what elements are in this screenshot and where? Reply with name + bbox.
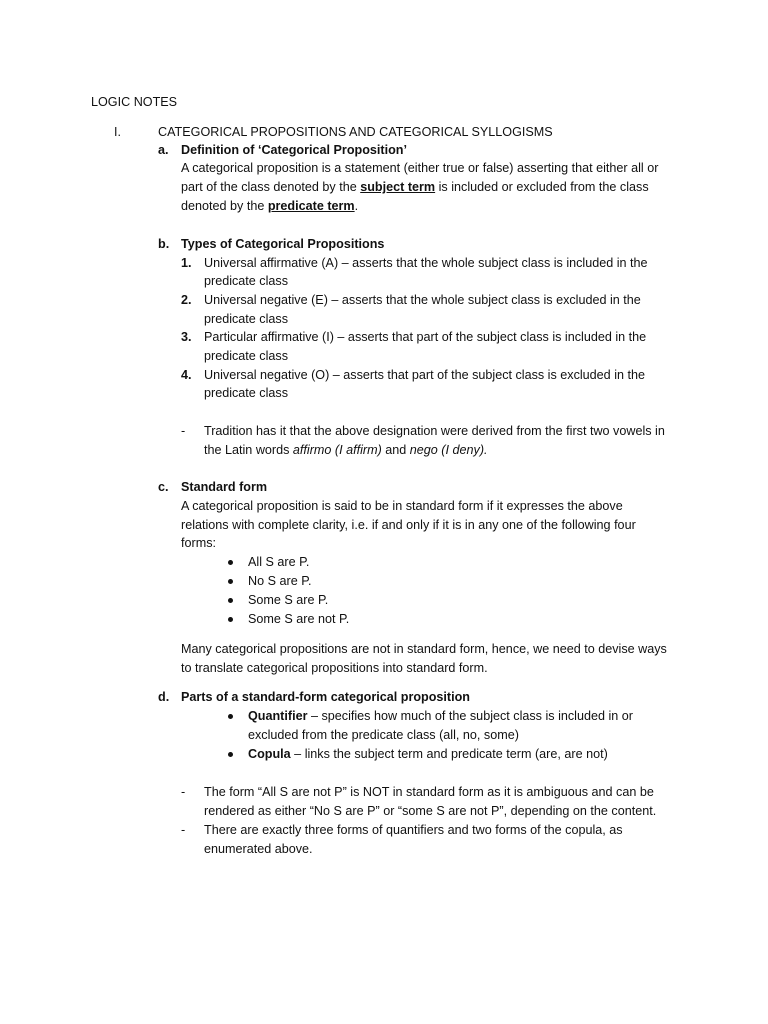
bullet-icon	[228, 714, 233, 719]
part-b-heading: Types of Categorical Propositions	[181, 237, 385, 251]
standard-form-note-line-2: rendered as either “No S are P” or “some S are not P”, depending on the content.	[204, 804, 657, 818]
standard-form-item: No S are P.	[248, 574, 312, 588]
bullet-icon	[228, 617, 233, 622]
copula-term: Copula	[248, 747, 291, 761]
list-item-number: 2.	[181, 293, 192, 307]
bullet-icon	[228, 579, 233, 584]
part-c-after-line-2: to translate categorical propositions into standard form.	[181, 661, 488, 675]
bullet-icon	[228, 598, 233, 603]
subject-term: subject term	[360, 180, 436, 194]
bullet-icon	[228, 752, 233, 757]
part-c-letter: c.	[158, 480, 169, 494]
tradition-note-line-2: the Latin words affirmo (I affirm) and nego (I deny).	[204, 443, 488, 457]
copula-line: Copula – links the subject term and predicate term (are, are not)	[248, 747, 608, 761]
part-a-line-2: part of the class denoted by the subject term is included or excluded from the class	[181, 180, 649, 194]
part-c-line-1: A categorical proposition is said to be in standard form if it expresses the above	[181, 499, 623, 513]
part-a-line-1: A categorical proposition is a statement (either true or false) asserting that either all or	[181, 161, 659, 175]
list-item-line-1: Universal negative (E) – asserts that the whole subject class is excluded in the	[204, 293, 641, 307]
document-title: LOGIC NOTES	[91, 95, 178, 109]
part-a-line-3: denoted by the predicate term.	[181, 199, 359, 213]
bullet-icon	[228, 560, 233, 565]
predicate-term: predicate term	[267, 199, 355, 213]
part-a-heading: Definition of ‘Categorical Proposition’	[181, 143, 407, 157]
list-item-line-2: predicate class	[204, 274, 288, 288]
standard-form-note-line-1: The form “All S are not P” is NOT in standard form as it is ambiguous and can be	[204, 785, 654, 799]
part-c-after-line-1: Many categorical propositions are not in standard form, hence, we need to devise ways	[181, 642, 667, 656]
section-numeral: I.	[114, 125, 121, 139]
list-item-line-2: predicate class	[204, 349, 288, 363]
note-dash: -	[181, 823, 186, 837]
quantifier-note-line-1: There are exactly three forms of quantifiers and two forms of the copula, as	[204, 823, 623, 837]
list-item-line-1: Universal affirmative (A) – asserts that the whole subject class is included in the	[204, 256, 648, 270]
part-d-heading: Parts of a standard-form categorical proposition	[181, 690, 471, 704]
standard-form-item: Some S are P.	[248, 593, 329, 607]
list-item-line-2: predicate class	[204, 312, 288, 326]
list-item-number: 3.	[181, 330, 192, 344]
note-dash: -	[181, 424, 186, 438]
part-c-heading: Standard form	[181, 480, 268, 494]
latin-word-nego: nego (I deny).	[409, 443, 488, 457]
part-a-letter: a.	[158, 143, 169, 157]
part-c-line-2: relations with complete clarity, i.e. if and only if it is in any one of the following four	[181, 518, 636, 532]
quantifier-note-line-2: enumerated above.	[204, 842, 313, 856]
quantifier-line-1: Quantifier – specifies how much of the subject class is included in or	[248, 709, 633, 723]
latin-word-affirmo: affirmo (I affirm)	[292, 443, 382, 457]
quantifier-term: Quantifier	[248, 709, 308, 723]
section-title: CATEGORICAL PROPOSITIONS AND CATEGORICAL SYLLOGISMS	[158, 125, 553, 139]
standard-form-item: Some S are not P.	[248, 612, 350, 626]
standard-form-item: All S are P.	[248, 555, 310, 569]
list-item-line-1: Particular affirmative (I) – asserts that part of the subject class is included in the	[204, 330, 647, 344]
part-b-letter: b.	[158, 237, 170, 251]
part-d-letter: d.	[158, 690, 170, 704]
part-c-line-3: forms:	[181, 536, 216, 550]
list-item-line-2: predicate class	[204, 386, 288, 400]
list-item-number: 1.	[181, 256, 192, 270]
quantifier-line-2: excluded from the predicate class (all, no, some)	[248, 728, 519, 742]
list-item-line-1: Universal negative (O) – asserts that part of the subject class is excluded in the	[204, 368, 645, 382]
list-item-number: 4.	[181, 368, 192, 382]
note-dash: -	[181, 785, 186, 799]
tradition-note-line-1: Tradition has it that the above designation were derived from the first two vowels in	[204, 424, 665, 438]
